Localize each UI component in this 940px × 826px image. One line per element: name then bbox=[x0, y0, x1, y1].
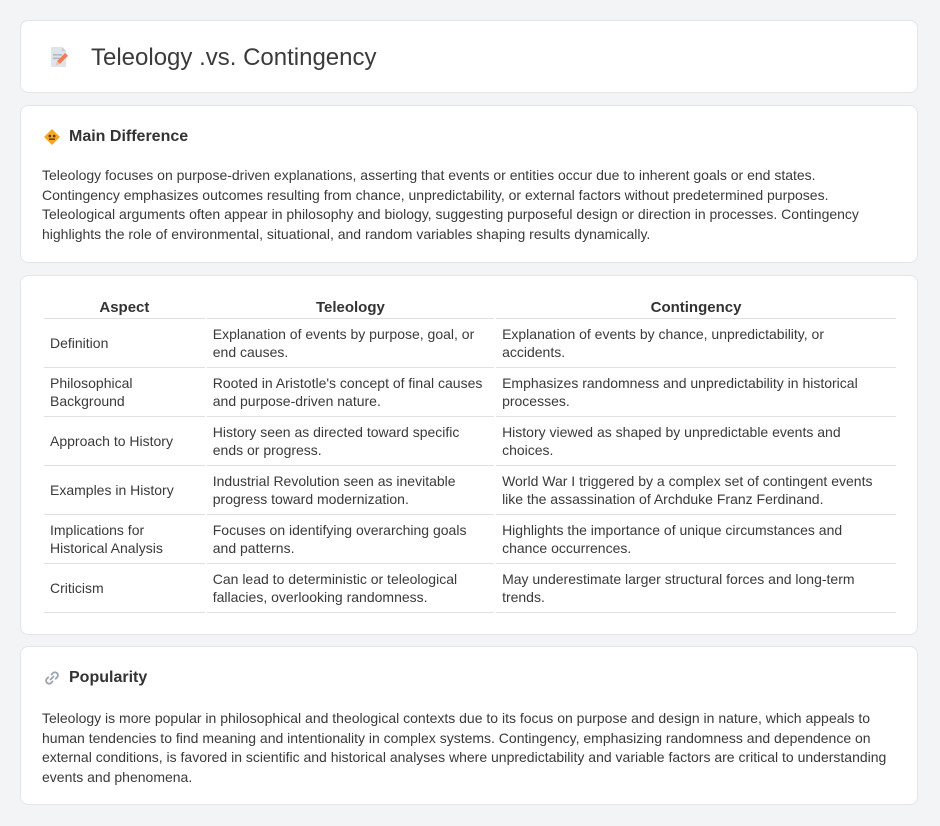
cell-aspect: Philosophical Background bbox=[44, 368, 205, 417]
table-row bbox=[44, 564, 896, 613]
cell-aspect: Approach to History bbox=[44, 417, 205, 466]
header-contingency: Contingency bbox=[496, 297, 896, 319]
popularity-heading: Popularity bbox=[69, 669, 148, 686]
main-difference-text: Teleology focuses on purpose-driven explanations, asserting that events or entities occur due to inherent goals or end states. Contingency emphasizes outcomes resulting from chance, unpredictability, or external factors without predetermined purposes. Teleological arguments often appear in philosophy and biology, suggesting purposeful design or direction in processes. Contingency highlights the role of environmental, situational, and random variables shaping results dynamically. bbox=[42, 167, 859, 242]
comparison-table bbox=[42, 297, 898, 613]
cell-teleology: Rooted in Aristotle's concept of final causes and purpose-driven nature. bbox=[207, 368, 494, 417]
cell-contingency: Emphasizes randomness and unpredictability in historical processes. bbox=[496, 368, 896, 417]
cell-contingency: History viewed as shaped by unpredictable events and choices. bbox=[496, 417, 896, 466]
cell-contingency: Highlights the importance of unique circumstances and chance occurrences. bbox=[496, 515, 896, 564]
cell-aspect: Examples in History bbox=[44, 466, 205, 515]
header-card bbox=[20, 20, 918, 93]
table-row bbox=[44, 417, 896, 466]
table-row bbox=[44, 368, 896, 417]
comparison-card bbox=[20, 275, 918, 635]
main-difference-card bbox=[20, 105, 918, 263]
diamond-sign-icon bbox=[43, 128, 61, 146]
page-title: Teleology .vs. Contingency bbox=[91, 44, 377, 71]
cell-teleology: Industrial Revolution seen as inevitable progress toward modernization. bbox=[207, 466, 494, 515]
table-row bbox=[44, 319, 896, 368]
table-header-row bbox=[44, 297, 896, 319]
cell-aspect: Criticism bbox=[44, 564, 205, 613]
main-difference-heading: Main Difference bbox=[69, 128, 189, 145]
header-teleology: Teleology bbox=[207, 297, 494, 319]
popularity-heading-row bbox=[43, 667, 147, 689]
link-icon bbox=[43, 669, 61, 687]
cell-teleology: Can lead to deterministic or teleological fallacies, overlooking randomness. bbox=[207, 564, 494, 613]
cell-contingency: World War I triggered by a complex set of contingent events like the assassination of Archduke Franz Ferdinand. bbox=[496, 466, 896, 515]
table-row bbox=[44, 466, 896, 515]
main-difference-heading-row bbox=[43, 126, 188, 148]
cell-teleology: Focuses on identifying overarching goals and patterns. bbox=[207, 515, 494, 564]
header-aspect: Aspect bbox=[44, 297, 205, 319]
cell-aspect: Implications for Historical Analysis bbox=[44, 515, 205, 564]
cell-teleology: Explanation of events by purpose, goal, or end causes. bbox=[207, 319, 494, 368]
popularity-card bbox=[20, 646, 918, 805]
cell-contingency: Explanation of events by chance, unpredictability, or accidents. bbox=[496, 319, 896, 368]
popularity-text: Teleology is more popular in philosophical and theological contexts due to its focus on purpose and design in nature, which appeals to human tendencies to find meaning and intentionality in complex systems. Contingency, emphasizing randomness and dependence on external conditions, is favored in scientific and historical analyses where unpredictability and variable factors are critical to understanding events and phenomena. bbox=[42, 710, 887, 785]
table-row bbox=[44, 515, 896, 564]
cell-teleology: History seen as directed toward specific ends or progress. bbox=[207, 417, 494, 466]
cell-aspect: Definition bbox=[44, 319, 205, 368]
document-pencil-icon bbox=[47, 45, 71, 69]
cell-contingency: May underestimate larger structural forces and long-term trends. bbox=[496, 564, 896, 613]
